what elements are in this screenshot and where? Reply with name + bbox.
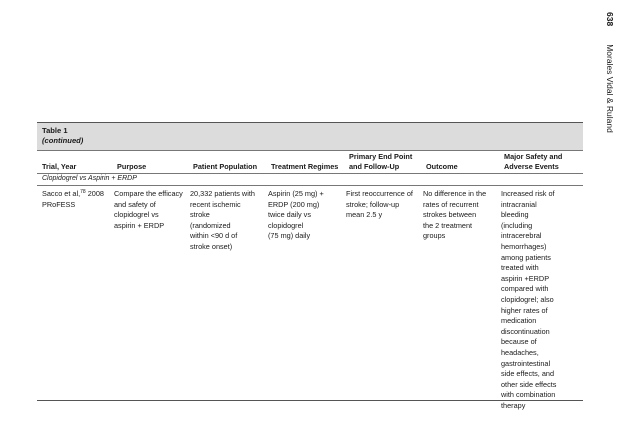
running-header — [595, 12, 625, 162]
reference-superscript: 78 — [80, 189, 86, 195]
column-header-endpoint: Primary End Point and Follow-Up — [349, 152, 413, 171]
section-label: Clopidogrel vs Aspirin + ERDP — [37, 174, 583, 186]
column-header-treatment: Treatment Regimes — [271, 161, 339, 171]
column-header-safety: Major Safety and Adverse Events — [504, 152, 563, 171]
column-header-population: Patient Population — [193, 161, 258, 171]
running-header-authors: Morales Vidal & Ruland — [605, 44, 615, 133]
table-caption — [37, 123, 583, 151]
table-title: Table 1 — [42, 126, 68, 135]
cell-trial: Sacco et al,$^{78}$ 2008 PRoFESS — [42, 189, 104, 209]
column-header-outcome: Outcome — [426, 161, 458, 171]
table-continued-label: (continued) — [42, 136, 84, 145]
cell-treatment: Aspirin (25 mg) + ERDP (200 mg) twice daily vs clopidogrel (75 mg) daily — [268, 189, 324, 241]
column-header-trial: Trial, Year — [42, 161, 77, 171]
column-header-purpose: Purpose — [117, 161, 147, 171]
table — [37, 122, 583, 410]
cell-safety: Increased risk of intracranial bleeding (including intracerebral hemorrhages) among patients treated with aspirin +ERDP compared with clopidogrel; also higher rates of medication discontinuation because of headaches, gastrointestinal side effects, and other side effects with combination therapy — [501, 189, 557, 410]
cell-endpoint: First reoccurrence of stroke; follow-up mean 2.5 y — [346, 189, 413, 220]
page-number: 638 — [605, 12, 615, 27]
cell-outcome: No difference in the rates of recurrent strokes between the 2 treatment groups — [423, 189, 487, 241]
cell-purpose: Compare the efficacy and safety of clopidogrel vs aspirin + ERDP — [114, 189, 183, 230]
cell-population: 20,332 patients with recent ischemic stroke (randomized within <90 d of stroke onset) — [190, 189, 255, 251]
table-header-row — [37, 151, 583, 174]
